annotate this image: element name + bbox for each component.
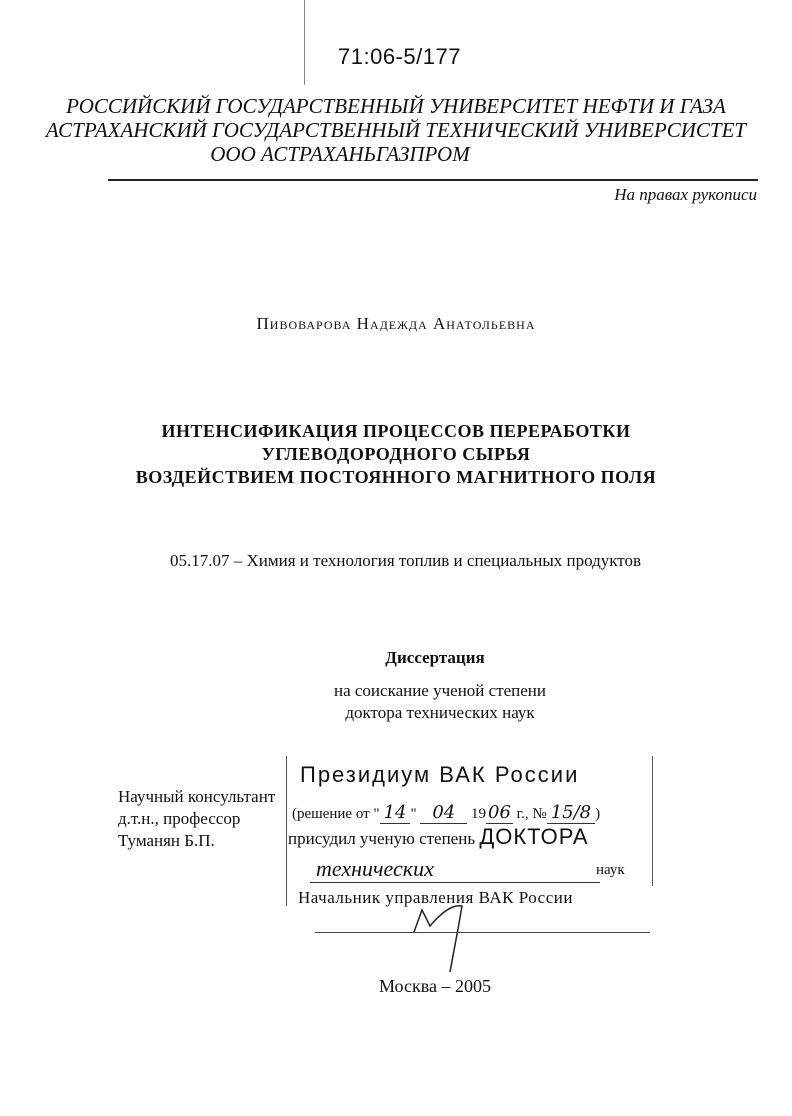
city-year: Москва – 2005: [379, 976, 491, 996]
stamp-decision: (решение от " 14 " 04 19 06 г., № 15/8 ): [292, 802, 601, 823]
margin-line: [304, 0, 305, 85]
degree-line-1: на соискание ученой степени: [333, 681, 547, 700]
stamp-header: Президиум ВАК России: [300, 762, 580, 787]
stamp-field-underline: [310, 882, 600, 883]
signature-line: [315, 932, 650, 933]
decision-prefix: (решение от ": [292, 806, 380, 822]
signature-stroke: [414, 906, 462, 972]
stamp-field: технических: [316, 856, 434, 881]
rights-note: На правах рукописи: [614, 185, 757, 204]
organization-line-1: РОССИЙСКИЙ ГОСУДАРСТВЕННЫЙ УНИВЕРСИТЕТ НЕФТИ И ГАЗА: [66, 94, 726, 118]
decision-day: 14: [380, 802, 411, 824]
decision-month: 04: [420, 802, 467, 824]
stamp-head: Начальник управления ВАК России: [298, 888, 573, 907]
organization-line-3: ООО АСТРАХАНЬГАЗПРОМ: [210, 142, 470, 166]
specialty: 05.17.07 – Химия и технология топлив и специальных продуктов: [170, 551, 642, 570]
title-line-3: ВОЗДЕЙСТВИЕМ ПОСТОЯННОГО МАГНИТНОГО ПОЛЯ: [135, 467, 657, 487]
title-line-1: ИНТЕНСИФИКАЦИЯ ПРОЦЕССОВ ПЕРЕРАБОТКИ: [161, 421, 631, 441]
catalog-code: 71:06-5/177: [338, 44, 461, 69]
document-type: Диссертация: [385, 648, 485, 667]
stamp-field-suffix: наук: [596, 862, 625, 878]
advisor-name: Туманян Б.П.: [118, 831, 215, 850]
decision-year: 06: [488, 802, 511, 823]
stamp-right-edge: [652, 756, 653, 886]
title-line-2: УГЛЕВОДОРОДНОГО СЫРЬЯ: [261, 444, 531, 464]
stamp-left-edge: [286, 756, 287, 906]
awarded-prefix: присудил ученую степень: [288, 829, 476, 848]
advisor-degree: д.т.н., профессор: [118, 809, 241, 828]
awarded-degree: ДОКТОРА: [479, 824, 589, 849]
author-name: Пивоварова Надежда Анатольевна: [256, 314, 536, 333]
decision-year-prefix: 19: [471, 806, 486, 822]
organization-line-2: АСТРАХАНСКИЙ ГОСУДАРСТВЕННЫЙ ТЕХНИЧЕСКИЙ УНИВЕРСИСТЕТ: [45, 118, 747, 142]
header-divider: [108, 179, 758, 181]
stamp-awarded: [288, 824, 589, 850]
signature: [400, 890, 480, 980]
vak-stamp: [286, 756, 656, 906]
decision-number-prefix: г., №: [516, 806, 547, 822]
advisor-title: Научный консультант: [118, 787, 276, 806]
decision-number: 15/8: [547, 802, 595, 824]
degree-line-2: доктора технических наук: [345, 703, 535, 722]
